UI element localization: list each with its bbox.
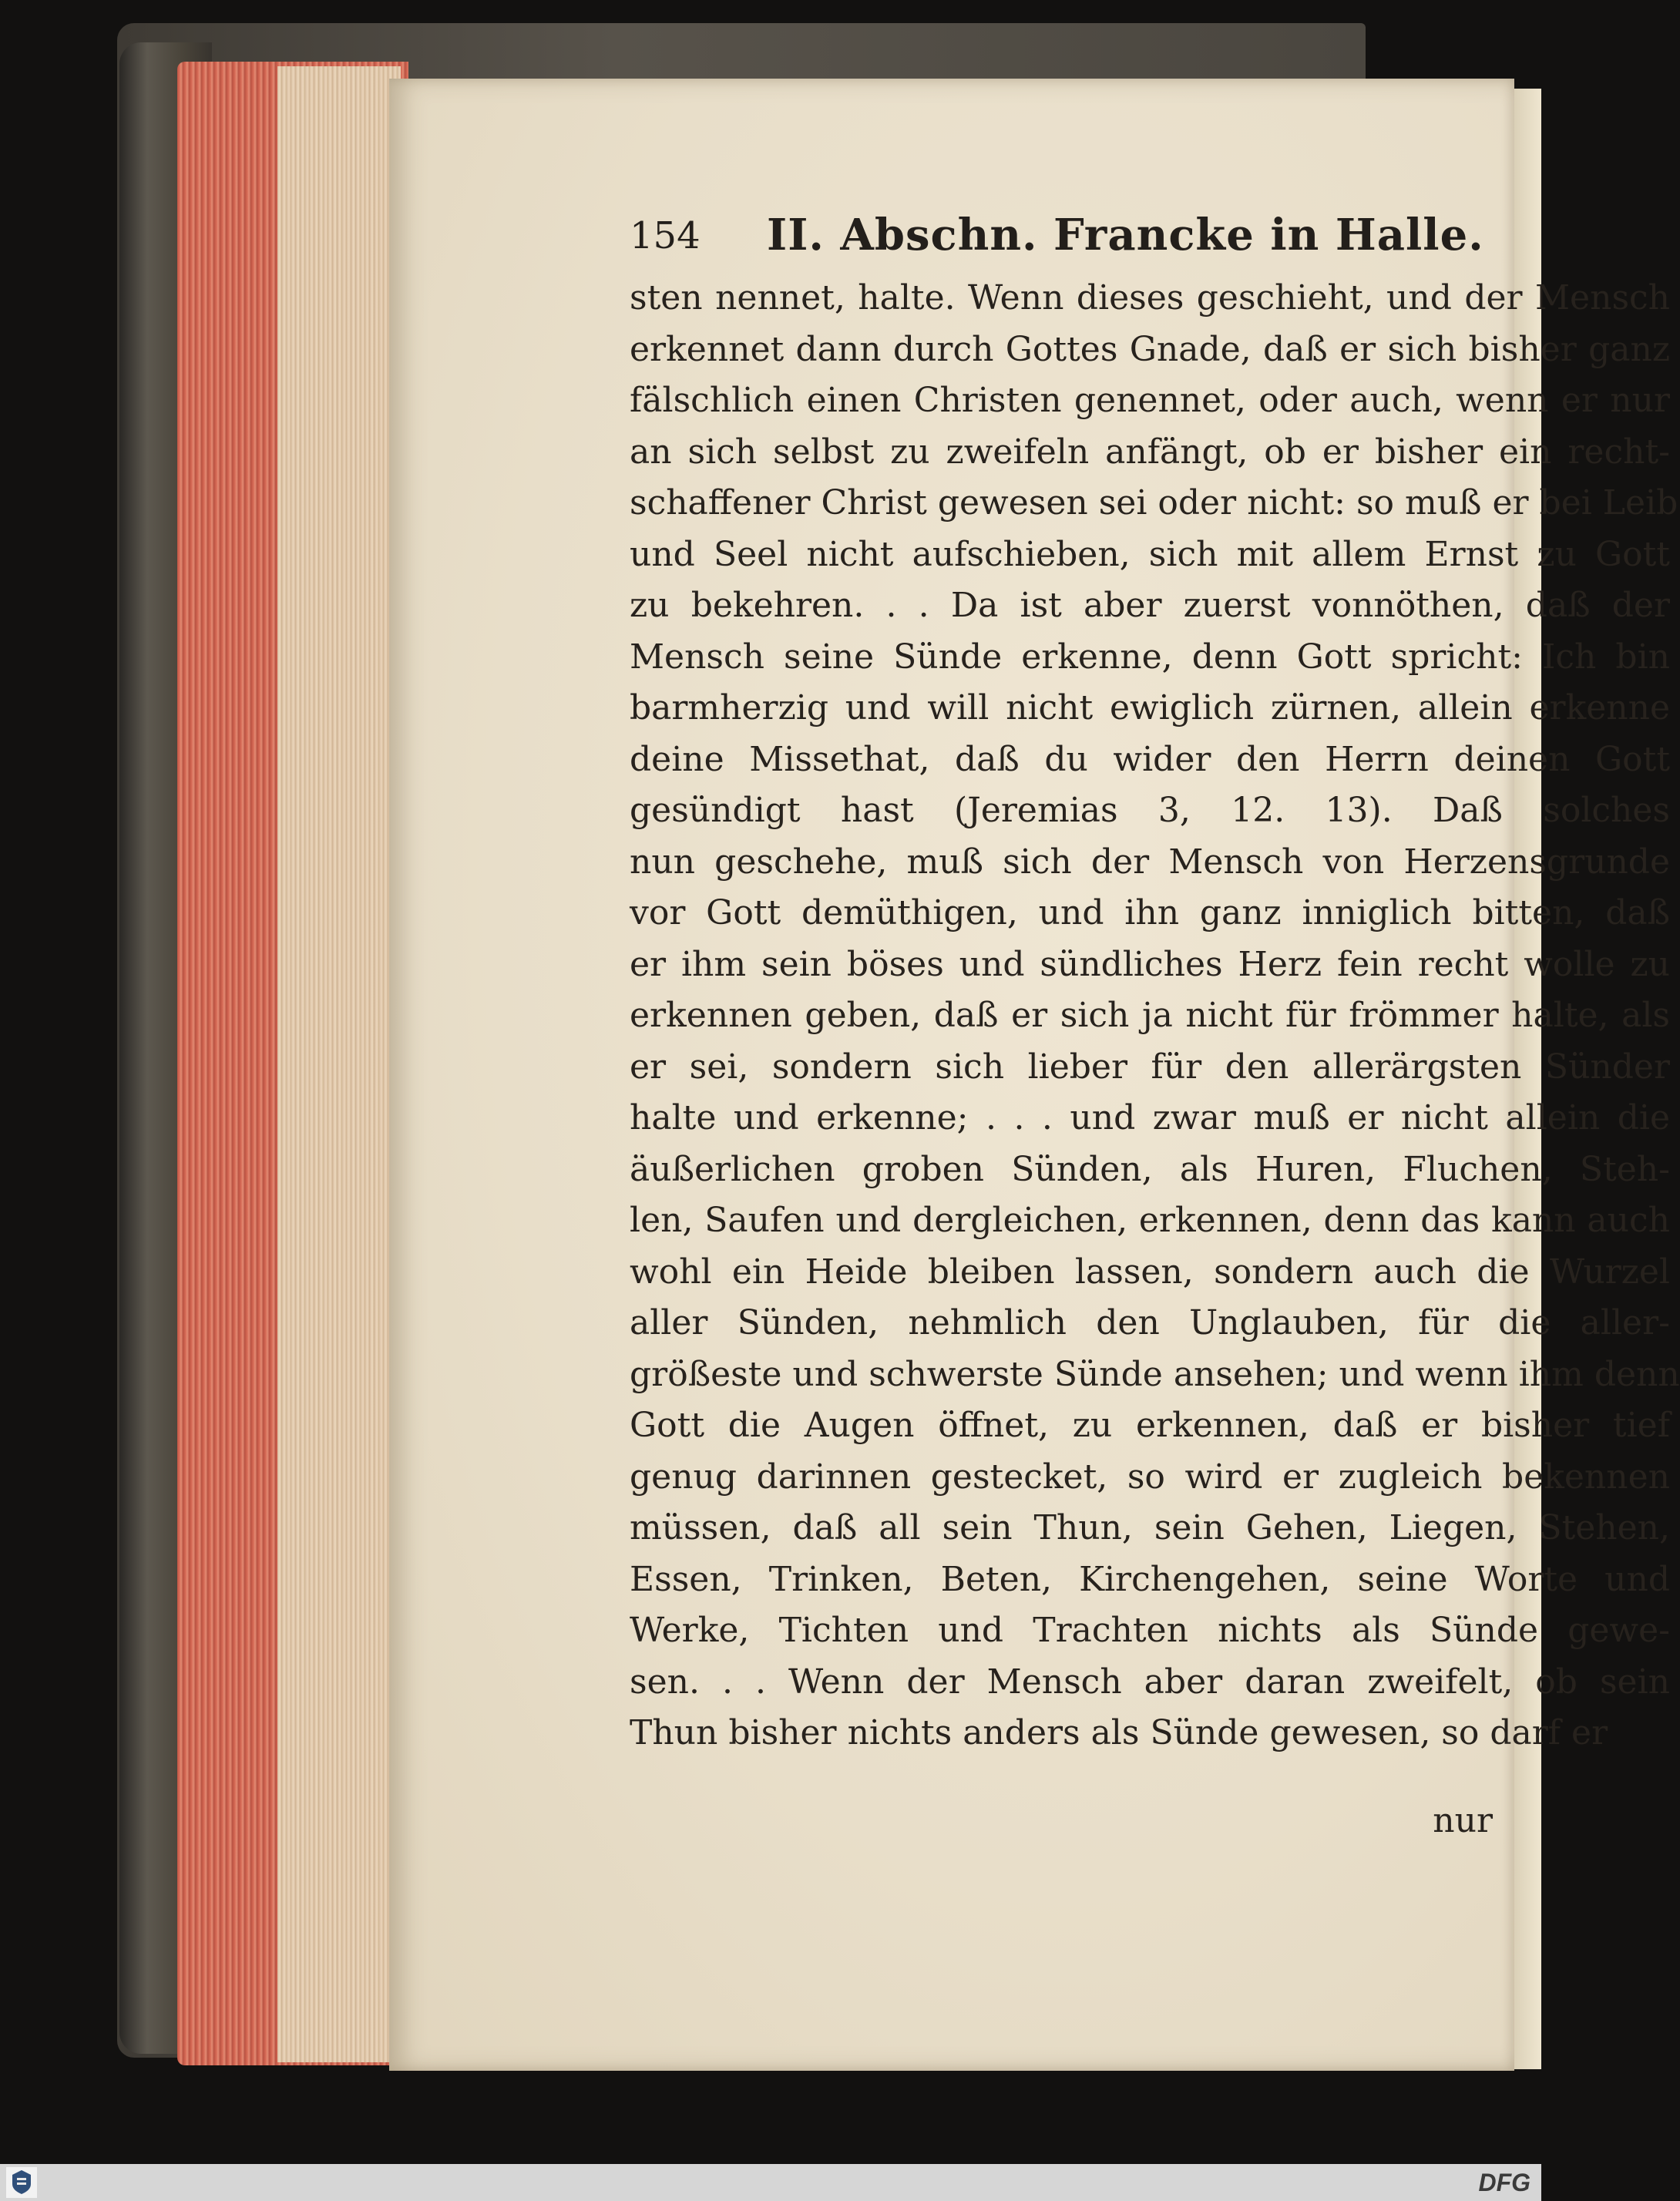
text-line: äußerlichen groben Sünden, als Huren, Fluchen, Steh- [630, 1149, 1670, 1189]
library-crest-icon [6, 2167, 37, 2198]
text-line: an sich selbst zu zweifeln anfängt, ob er bisher ein recht- [630, 432, 1670, 472]
text-line: fälschlich einen Christen genennet, oder auch, wenn er nur [630, 381, 1670, 420]
text-line: halte und erkenne; . . . und zwar muß er nicht allein die [630, 1098, 1670, 1137]
text-line: len, Saufen und dergleichen, erkennen, denn das kann auch [630, 1201, 1670, 1240]
viewer-footer [0, 2164, 1541, 2201]
text-line: größeste und schwerste Sünde ansehen; und wenn ihm denn [630, 1354, 1680, 1394]
text-line: genug darinnen gestecket, so wird er zugleich bekennen [630, 1457, 1670, 1497]
text-line: Essen, Trinken, Beten, Kirchengehen, seine Worte und [630, 1559, 1670, 1599]
text-line: er sei, sondern sich lieber für den allerärgsten Sünder [630, 1047, 1670, 1087]
text-line: aller Sünden, nehmlich den Unglauben, für die aller- [630, 1303, 1670, 1342]
catchword: nur [1433, 1801, 1493, 1840]
text-line: sten nennet, halte. Wenn dieses geschieht, und der Mensch [630, 278, 1670, 318]
page-stack-edges [277, 66, 401, 2062]
text-line: wohl ein Heide bleiben lassen, sondern auch die Wurzel [630, 1252, 1670, 1292]
running-head: II. Abschn. Francke in Halle. [767, 210, 1484, 260]
text-line: barmherzig und will nicht ewiglich zürnen, allein erkenne [630, 688, 1670, 728]
text-line: und Seel nicht aufschieben, sich mit allem Ernst zu Gott [630, 534, 1670, 574]
text-line: erkennen geben, daß er sich ja nicht für frömmer halte, als [630, 996, 1670, 1035]
body-text [630, 273, 1680, 1759]
text-line: erkennet dann durch Gottes Gnade, daß er sich bisher ganz [630, 329, 1670, 369]
text-line: sen. . . Wenn der Mensch aber daran zweifelt, ob sein [630, 1662, 1670, 1702]
text-line: Werke, Tichten und Trachten nichts als Sünde gewe- [630, 1611, 1670, 1650]
book-page [389, 79, 1680, 2071]
text-line: zu bekehren. . . Da ist aber zuerst vonnöthen, daß der [630, 586, 1670, 625]
page-number: 154 [630, 214, 701, 257]
text-line: Thun bisher nichts anders als Sünde gewesen, so darf er [630, 1713, 1608, 1752]
dfg-mark: DFG [1478, 2169, 1530, 2196]
text-line: vor Gott demüthigen, und ihn ganz inniglich bitten, daß [630, 893, 1670, 932]
text-line: er ihm sein böses und sündliches Herz fein recht wolle zu [630, 944, 1670, 984]
text-line: müssen, daß all sein Thun, sein Gehen, Liegen, Stehen, [630, 1508, 1670, 1547]
text-line: Mensch seine Sünde erkenne, denn Gott spricht: Ich bin [630, 637, 1670, 677]
text-line: schaffener Christ gewesen sei oder nicht: so muß er bei Leib [630, 483, 1678, 523]
text-line: gesündigt hast (Jeremias 3, 12. 13). Daß solches [630, 791, 1670, 830]
text-line: Gott die Augen öffnet, zu erkennen, daß er bisher tief [630, 1406, 1670, 1445]
text-line: deine Missethat, daß du wider den Herrn deinen Gott [630, 739, 1670, 779]
text-line: nun geschehe, muß sich der Mensch von Herzensgrunde [630, 842, 1670, 882]
page-header [630, 210, 1647, 267]
